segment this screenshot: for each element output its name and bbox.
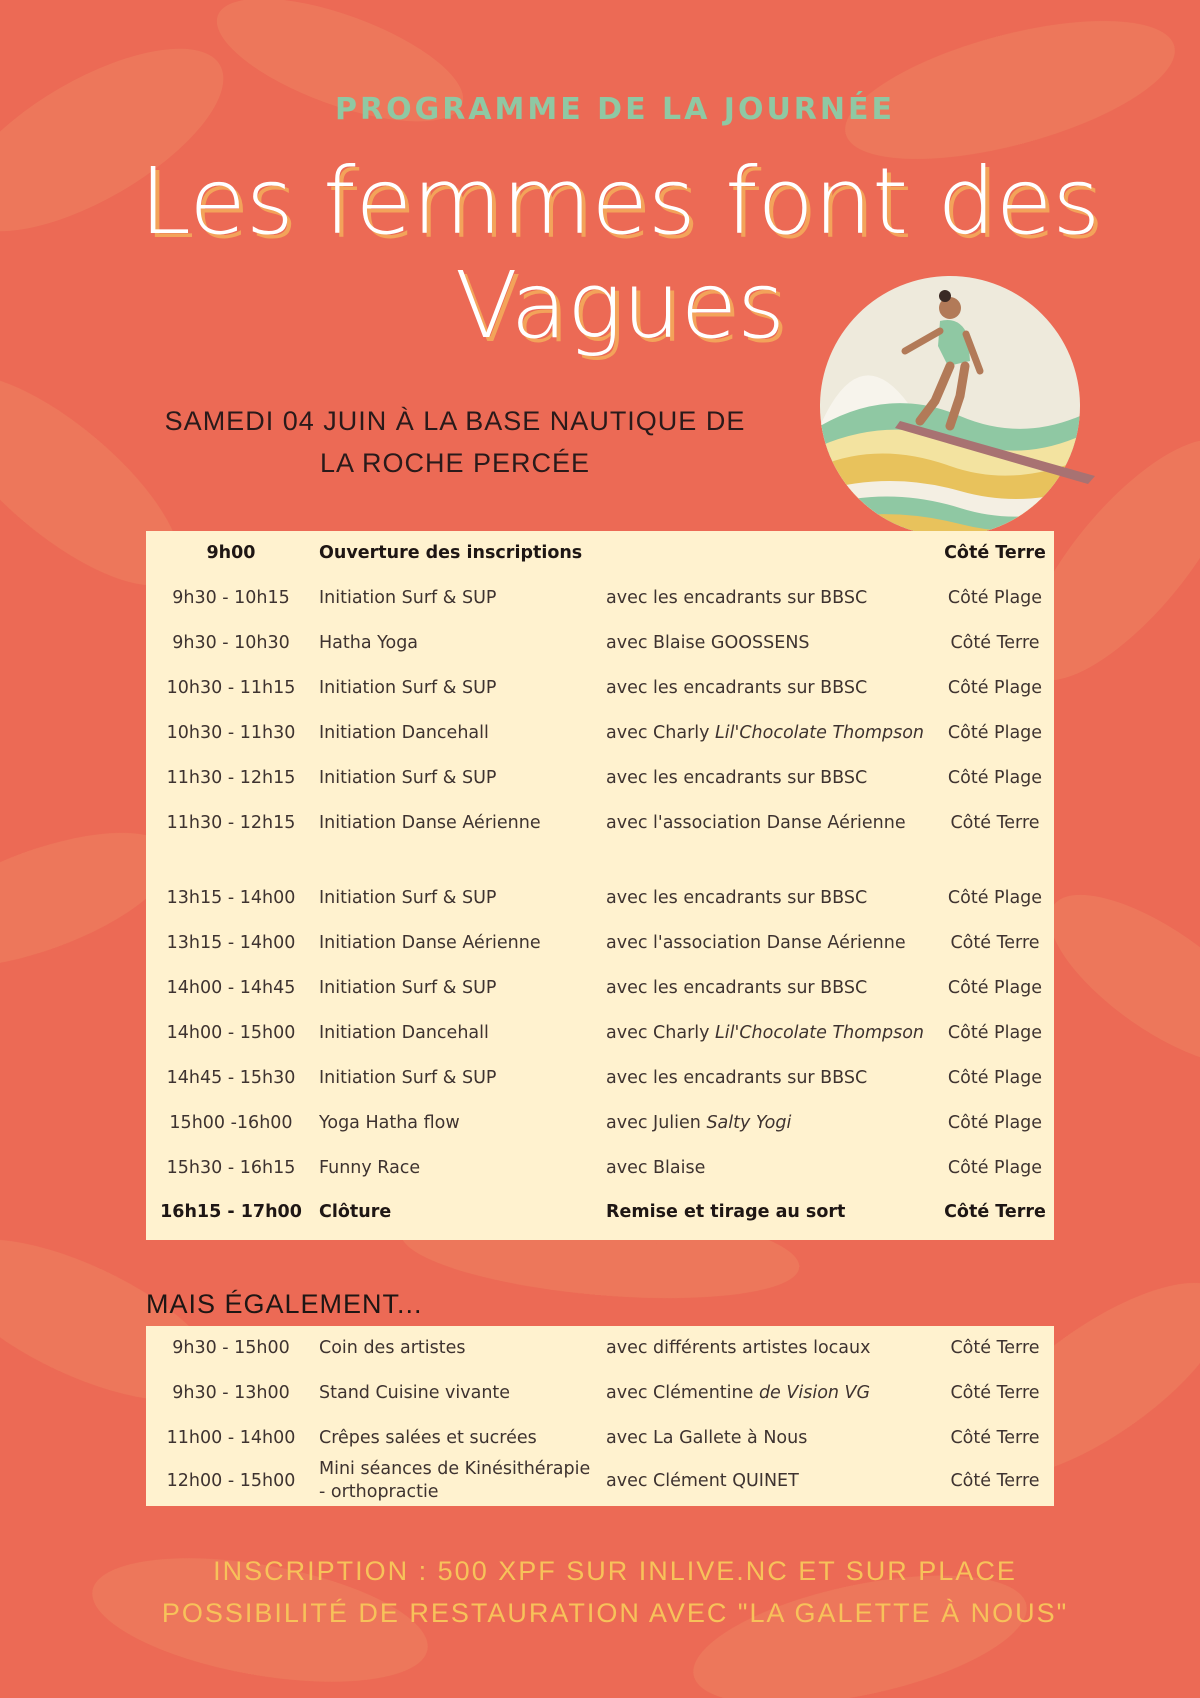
host-cell [606, 621, 936, 665]
activity-cell: Clôture [319, 1202, 392, 1222]
activity-cell: Initiation Surf & SUP [319, 768, 497, 788]
event-date-location [150, 400, 760, 484]
activity-cell: Initiation Danse Aérienne [319, 933, 541, 953]
activity-cell: Ouverture des inscriptions [319, 543, 583, 563]
time-cell: 10h30 - 11h30 [166, 723, 296, 743]
host-text: avec différents artistes locaux [606, 1338, 871, 1358]
table-row [146, 711, 1054, 755]
time-cell: 9h00 [206, 543, 256, 563]
host-cell [606, 666, 936, 710]
page-subtitle: PROGRAMME DE LA JOURNÉE [334, 92, 895, 127]
table-row [146, 1011, 1054, 1055]
time-cell: 9h30 - 10h30 [172, 633, 290, 653]
activity-cell: Yoga Hatha flow [319, 1113, 460, 1133]
host-text: avec Charly [606, 723, 716, 743]
location-cell: Côté Plage [947, 888, 1043, 908]
host-cell [606, 1101, 936, 1145]
activity-cell: Initiation Dancehall [319, 1023, 489, 1043]
host-cell [606, 1146, 936, 1190]
table-row [146, 621, 1054, 665]
host-text: avec Blaise [606, 1158, 706, 1178]
host-text: avec les encadrants sur BBSC [606, 888, 868, 908]
location-cell: Côté Plage [947, 1068, 1043, 1088]
host-name-italic: de Vision VG [758, 1383, 871, 1403]
date-line-1: SAMEDI 04 JUIN À LA BASE NAUTIQUE DE [164, 406, 746, 436]
activity-cell: Initiation Surf & SUP [319, 1068, 497, 1088]
activity-cell: Initiation Surf & SUP [319, 888, 497, 908]
surfer-illustration [820, 276, 1100, 536]
location-cell: Côté Plage [947, 768, 1043, 788]
host-cell [606, 921, 936, 965]
host-text: avec Clément QUINET [606, 1471, 799, 1491]
time-cell: 13h15 - 14h00 [166, 933, 296, 953]
host-text: avec Julien [606, 1113, 707, 1133]
location-cell: Côté Plage [947, 678, 1043, 698]
date-line-2: LA ROCHE PERCÉE [319, 448, 591, 478]
also-table [146, 1326, 1054, 1506]
host-cell [606, 756, 936, 800]
location-cell: Côté Plage [947, 1158, 1043, 1178]
time-cell: 9h30 - 10h15 [172, 588, 290, 608]
host-text: avec Charly [606, 1023, 716, 1043]
host-text: avec les encadrants sur BBSC [606, 588, 868, 608]
activity-cell: Initiation Dancehall [319, 723, 489, 743]
table-row [146, 1101, 1054, 1145]
host-text: Remise et tirage au sort [606, 1202, 846, 1222]
host-text: avec Clémentine [606, 1383, 759, 1403]
host-cell [606, 876, 936, 920]
time-cell: 10h30 - 11h15 [166, 678, 296, 698]
time-cell: 9h30 - 15h00 [172, 1338, 290, 1358]
location-cell: Côté Terre [944, 543, 1046, 563]
table-row [146, 801, 1054, 845]
location-cell: Côté Terre [944, 1202, 1046, 1222]
location-cell: Côté Plage [947, 1113, 1043, 1133]
host-cell [606, 1326, 936, 1370]
host-text: avec les encadrants sur BBSC [606, 1068, 868, 1088]
time-cell: 15h00 -16h00 [169, 1113, 293, 1133]
activity-cell: Initiation Surf & SUP [319, 588, 497, 608]
location-cell: Côté Terre [950, 813, 1040, 833]
location-cell: Côté Plage [947, 978, 1043, 998]
also-section-title: MAIS ÉGALEMENT... [146, 1289, 423, 1319]
table-row [146, 666, 1054, 710]
time-cell: 9h30 - 13h00 [172, 1383, 290, 1403]
table-row [146, 756, 1054, 800]
host-text: avec Blaise GOOSSENS [606, 633, 810, 653]
location-cell: Côté Terre [950, 1338, 1040, 1358]
host-cell [606, 711, 936, 755]
activity-cell: Funny Race [319, 1158, 421, 1178]
activity-cell: Initiation Danse Aérienne [319, 813, 541, 833]
host-cell [606, 1456, 936, 1506]
activity-cell: Mini séances de Kinésithérapie - orthopractie [319, 1459, 591, 1502]
activity-cell: Initiation Surf & SUP [319, 678, 497, 698]
time-cell: 14h45 - 15h30 [166, 1068, 296, 1088]
host-text: avec l'association Danse Aérienne [606, 933, 906, 953]
location-cell: Côté Plage [947, 1023, 1043, 1043]
host-name-italic: Lil'Chocolate Thompson [715, 1023, 925, 1043]
table-row [146, 1146, 1054, 1190]
time-cell: 14h00 - 15h00 [166, 1023, 296, 1043]
host-cell [606, 966, 936, 1010]
activity-cell: Stand Cuisine vivante [319, 1383, 511, 1403]
time-cell: 13h15 - 14h00 [166, 888, 296, 908]
host-cell [606, 576, 936, 620]
host-cell [606, 531, 936, 575]
location-cell: Côté Plage [947, 723, 1043, 743]
page-title: Les femmes font des Vagues [139, 148, 1101, 359]
table-row [146, 1326, 1054, 1370]
table-row [146, 966, 1054, 1010]
table-row [146, 1371, 1054, 1415]
host-cell [606, 1371, 936, 1415]
activity-cell: Coin des artistes [319, 1338, 466, 1358]
table-row [146, 1416, 1054, 1460]
host-text: avec l'association Danse Aérienne [606, 813, 906, 833]
host-text: avec les encadrants sur BBSC [606, 978, 868, 998]
table-row [146, 1056, 1054, 1100]
host-cell [606, 1416, 936, 1460]
location-cell: Côté Terre [950, 633, 1040, 653]
table-row [146, 921, 1054, 965]
table-row [146, 531, 1054, 575]
host-cell [606, 1011, 936, 1055]
location-cell: Côté Terre [950, 933, 1040, 953]
location-cell: Côté Terre [950, 1471, 1040, 1491]
table-row [146, 876, 1054, 920]
footer-catering: POSSIBILITÉ DE RESTAURATION AVEC "LA GALETTE À NOUS" [161, 1598, 1069, 1628]
host-name-italic: Lil'Chocolate Thompson [715, 723, 925, 743]
host-text: avec les encadrants sur BBSC [606, 768, 868, 788]
location-cell: Côté Terre [950, 1383, 1040, 1403]
time-cell: 11h00 - 14h00 [166, 1428, 296, 1448]
host-text: avec La Gallete à Nous [606, 1428, 808, 1448]
location-cell: Côté Terre [950, 1428, 1040, 1448]
time-cell: 11h30 - 12h15 [166, 813, 296, 833]
time-cell: 11h30 - 12h15 [166, 768, 296, 788]
activity-cell: Crêpes salées et sucrées [319, 1428, 537, 1448]
location-cell: Côté Plage [947, 588, 1043, 608]
activity-cell: Initiation Surf & SUP [319, 978, 497, 998]
footer-registration: INSCRIPTION : 500 XPF SUR INLIVE.NC ET SUR PLACE [213, 1556, 1017, 1586]
host-text: avec les encadrants sur BBSC [606, 678, 868, 698]
table-row [146, 1456, 1054, 1506]
time-cell: 12h00 - 15h00 [166, 1471, 296, 1491]
table-row [146, 1190, 1054, 1234]
host-cell [606, 1056, 936, 1100]
schedule-table [146, 531, 1054, 1240]
host-cell [606, 1190, 936, 1234]
time-cell: 15h30 - 16h15 [166, 1158, 296, 1178]
activity-cell: Hatha Yoga [319, 633, 419, 653]
time-cell: 16h15 - 17h00 [160, 1202, 302, 1222]
host-name-italic: Salty Yogi [706, 1113, 792, 1133]
host-cell [606, 801, 936, 845]
table-row [146, 576, 1054, 620]
time-cell: 14h00 - 14h45 [166, 978, 296, 998]
